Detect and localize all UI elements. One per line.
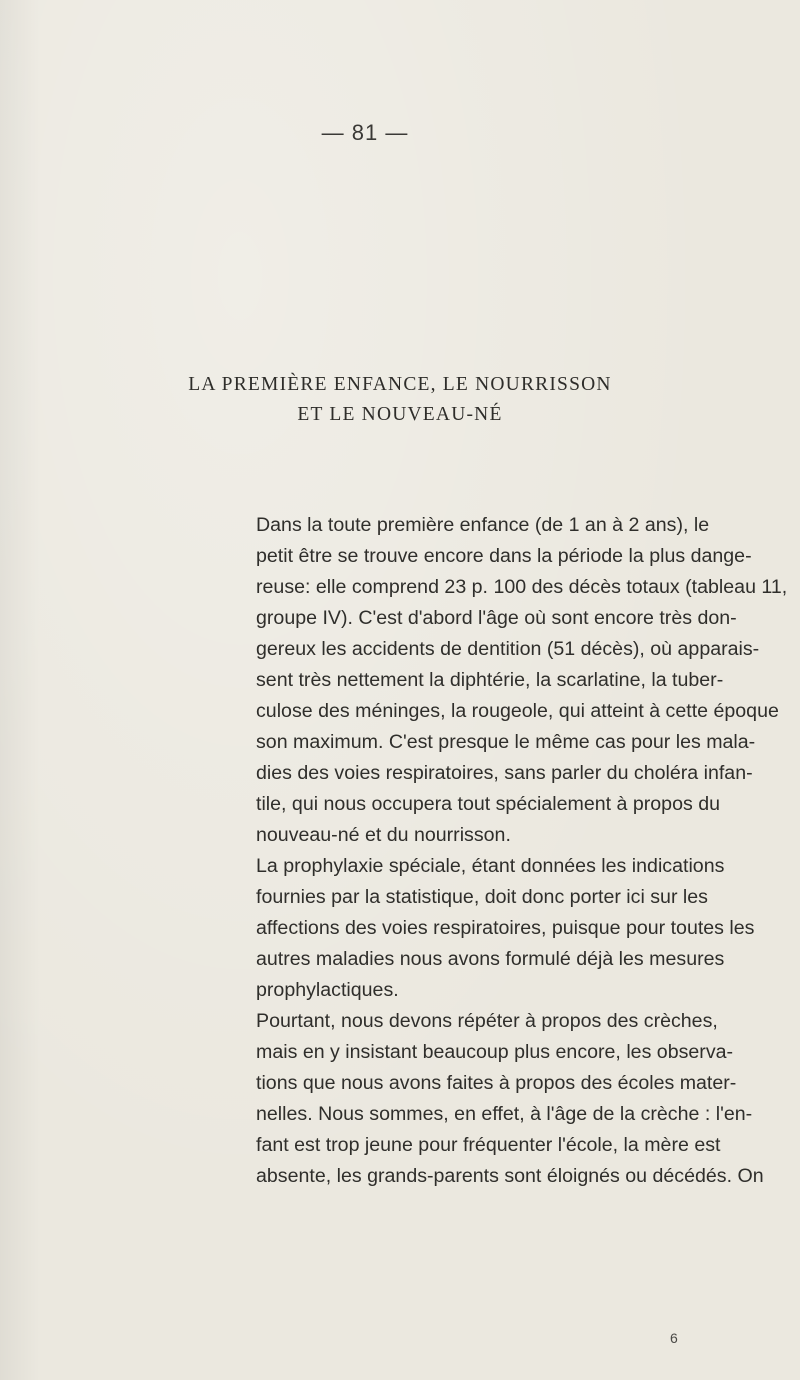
text-line: mais en y insistant beaucoup plus encore, les observa- xyxy=(256,1041,734,1063)
text-line: absente, les grands-parents sont éloignés ou décédés. On xyxy=(256,1165,764,1187)
text-line: Pourtant, nous devons répéter à propos des crèches, xyxy=(256,1010,718,1032)
text-line: petit être se trouve encore dans la période la plus dange- xyxy=(256,545,752,567)
text-line: reuse: elle comprend 23 p. 100 des décès totaux (tableau 11, xyxy=(256,576,788,598)
text-line: autres maladies nous avons formulé déjà les mesures xyxy=(256,948,725,970)
text-line: sent très nettement la diphtérie, la scarlatine, la tuber- xyxy=(256,669,724,691)
page-number: — 81 — xyxy=(321,120,409,145)
text-line: dies des voies respiratoires, sans parler du choléra infan- xyxy=(256,762,753,784)
text-line: Dans la toute première enfance (de 1 an à 2 ans), le xyxy=(256,514,710,536)
text-line: tions que nous avons faites à propos des écoles mater- xyxy=(256,1072,737,1094)
text-line: fournies par la statistique, doit donc porter ici sur les xyxy=(256,886,708,908)
text-line: nelles. Nous sommes, en effet, à l'âge de la crèche : l'en- xyxy=(256,1103,753,1125)
text-line: tile, qui nous occupera tout spécialement à propos du xyxy=(256,793,721,815)
text-line: affections des voies respiratoires, puisque pour toutes les xyxy=(256,917,755,939)
paragraph-2 xyxy=(232,851,755,1006)
chapter-title-line-2: ET LE NOUVEAU-NÉ xyxy=(297,404,503,425)
chapter-title xyxy=(0,370,800,430)
text-line: prophylactiques. xyxy=(256,979,399,1001)
signature-mark: 6 xyxy=(670,1330,678,1346)
text-line: groupe IV). C'est d'abord l'âge où sont encore très don- xyxy=(256,607,737,629)
text-line: La prophylaxie spéciale, étant données les indications xyxy=(256,855,725,877)
paragraph-3 xyxy=(232,1006,764,1192)
text-line: son maximum. C'est presque le même cas pour les mala- xyxy=(256,731,756,753)
body-text xyxy=(232,510,788,1192)
text-line: gereux les accidents de dentition (51 décès), où apparais- xyxy=(256,638,760,660)
paragraph-1 xyxy=(232,510,788,851)
text-line: culose des méninges, la rougeole, qui atteint à cette époque xyxy=(256,700,779,722)
chapter-title-line-1: LA PREMIÈRE ENFANCE, LE NOURRISSON xyxy=(188,374,612,395)
text-line: fant est trop jeune pour fréquenter l'école, la mère est xyxy=(256,1134,721,1156)
text-line: nouveau-né et du nourrisson. xyxy=(256,824,511,846)
